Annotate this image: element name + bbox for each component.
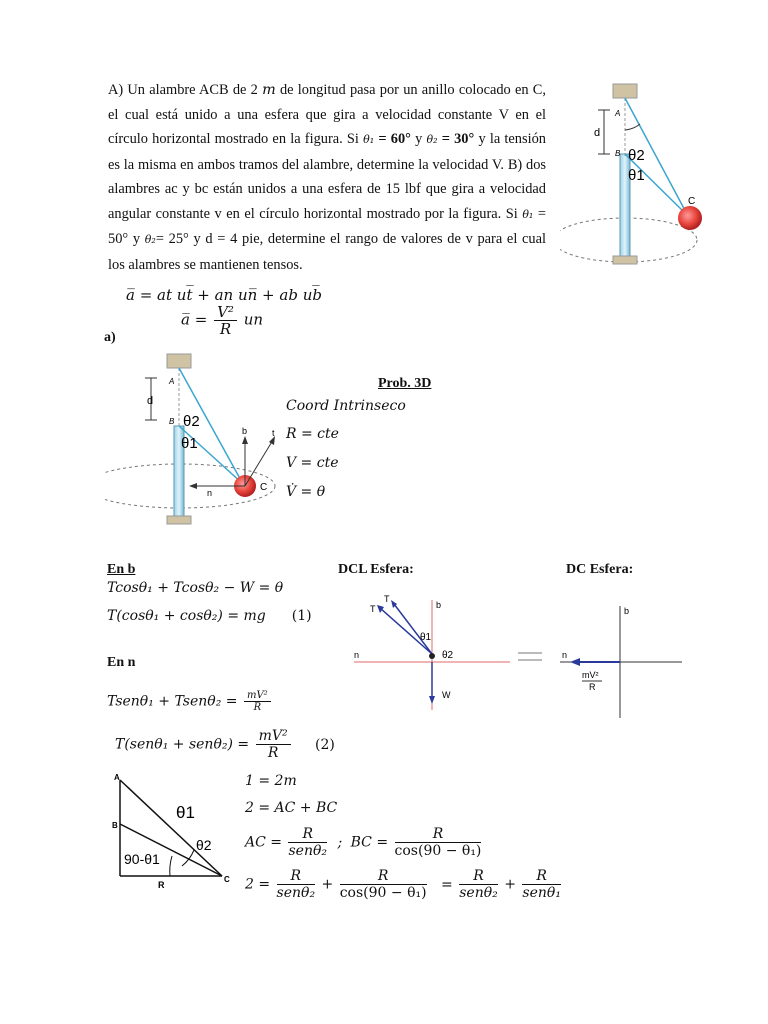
label-theta2: θ2 [628, 147, 645, 164]
label-b-mid: b [242, 426, 248, 436]
f4-num: R [522, 868, 561, 885]
label-n-mid: n [207, 488, 213, 498]
accel-lhs: a̅ = [181, 310, 208, 329]
statement-text-4: = 25° y d = 4 pie, determine el rango de valores de v para el cual los alambres se mantienen tensos. [108, 231, 546, 273]
base-block [613, 256, 637, 264]
bc-den: cos(90 − θ₁) [394, 843, 482, 859]
heading-dcl: DCL Esfera: [338, 562, 414, 577]
label-B-tri: B [112, 821, 118, 830]
eq-n2-den: R [267, 745, 279, 761]
ac-den: senθ₂ [288, 843, 327, 859]
value-30: = 30° [437, 131, 475, 147]
f3-num: R [459, 868, 498, 885]
base-block-mid [167, 516, 191, 524]
equals-sign [516, 650, 544, 664]
geo-l2: 2 = AC + BC [245, 800, 338, 816]
geo-l1: 1 = 2m [245, 773, 297, 789]
label-b-dcl: b [436, 600, 442, 610]
label-theta2-dcl: θ2 [442, 650, 454, 661]
equals: = [441, 876, 453, 893]
dcl-diagram [350, 592, 510, 717]
geo-final [245, 868, 563, 901]
eq-n1-den: R [253, 702, 262, 713]
theta1-symbol: θ₁ [363, 133, 375, 146]
label-A-tri: A [114, 773, 120, 782]
label-W: W [442, 690, 451, 700]
separator: ; [337, 834, 343, 851]
label-theta1-tri: θ1 [176, 803, 195, 822]
ac-lhs: AC = [245, 834, 283, 851]
statement-text-1: A) Un alambre ACB de 2 [108, 82, 263, 98]
plus-2: + [504, 876, 516, 893]
label-90-theta1: 90-θ1 [124, 851, 160, 867]
accel-rhs: un [243, 310, 264, 329]
accel-num: V² [214, 304, 237, 321]
label-C-mid: C [260, 482, 268, 493]
eq-tag-2: (2) [315, 736, 335, 753]
plus-1: + [321, 876, 334, 893]
statement-text-3: y la tensión es la misma en ambos tramos del alambre, determine la velocidad V. B) dos alambres ac y bc están unidos a una esfera de 15 lbf que gira a velocidad angular constante v en el círculo horizontal mostrado por la figura. Si [108, 131, 546, 222]
accel-eq-2 [181, 304, 263, 337]
heading-en-b: En b [107, 562, 136, 577]
label-theta1-dcl: θ1 [420, 632, 432, 643]
label-R-dc: R [589, 682, 596, 692]
heading-en-n: En n [107, 655, 136, 670]
eq-n2 [115, 728, 335, 761]
label-R-tri: R [158, 880, 165, 890]
label-A-mid: A [169, 377, 175, 386]
theta2b-symbol: θ₂ [144, 233, 156, 246]
top-block [613, 84, 637, 98]
label-n-dc: n [562, 650, 568, 660]
f1-num: R [277, 868, 316, 885]
vdot-line: V̇ = θ [286, 484, 326, 500]
theta2-symbol: θ₂ [426, 133, 438, 146]
accel-eq-1: a̅ = at ut̅ + an un̅ + ab ub̅ [126, 286, 322, 304]
final-lhs: 2 = [245, 876, 271, 893]
triangle-diagram [112, 772, 242, 890]
bc-lhs: BC = [350, 834, 389, 851]
label-A: A [615, 109, 621, 118]
heading-dc: DC Esfera: [566, 562, 634, 577]
ac-num: R [288, 826, 327, 843]
eq-b2-text: T(cosθ₁ + cosθ₂) = mg [107, 608, 266, 624]
f2-den: cos(90 − θ₁) [339, 885, 427, 901]
label-mv2: mV² [582, 670, 599, 680]
label-theta1-mid: θ1 [181, 435, 198, 452]
accel-den: R [219, 320, 232, 338]
label-B-mid: B [169, 417, 175, 426]
part-a-label: a) [104, 330, 116, 345]
eq-b1: Tcosθ₁ + Tcosθ₂ − W = θ [107, 580, 284, 596]
label-theta2-mid: θ2 [183, 413, 200, 430]
label-t-mid: t [272, 428, 275, 438]
var-m: m [262, 82, 276, 98]
eq-n1-lhs: Tsenθ₁ + Tsenθ₂ = [107, 693, 238, 710]
label-B: B [615, 149, 621, 158]
f4-den: senθ₁ [522, 885, 561, 901]
v-cte: V = cte [286, 455, 339, 471]
value-60: = 60° [374, 131, 411, 147]
geo-ac-bc [245, 826, 483, 859]
eq-n1 [107, 690, 273, 713]
conj-y: y [410, 131, 427, 147]
eq-n1-num: mV² [244, 690, 271, 702]
r-cte: R = cte [286, 426, 339, 442]
label-T: T [370, 604, 376, 614]
problem-statement [108, 78, 546, 277]
eq-b2 [107, 608, 312, 624]
label-n-dcl: n [354, 650, 360, 660]
label-d-mid: d [147, 395, 154, 407]
top-block-mid [167, 354, 191, 368]
pendulum-figure-top [560, 78, 720, 268]
label-T-2: T [384, 594, 390, 604]
prob-title: Prob. 3D [378, 376, 432, 391]
eq-n2-lhs: T(senθ₁ + senθ₂) = [115, 736, 250, 753]
label-b-dc: b [624, 606, 630, 616]
f2-num: R [340, 868, 427, 885]
value-50: = 50° y [108, 205, 546, 247]
label-d: d [594, 127, 601, 139]
eq-n2-num: mV² [256, 728, 291, 745]
dc-diagram [556, 600, 686, 720]
coord-line: Coord Intrinseco [286, 398, 406, 414]
bc-num: R [395, 826, 482, 843]
eq-tag-1: (1) [291, 608, 312, 624]
statement-text-2: de longitud pasa por un anillo colocado en C, el cual está unido a una esfera que gira a velocidad constante V en el círculo horizontal mostrado en la figura. Si [108, 82, 546, 147]
sphere [678, 206, 702, 230]
label-theta2-tri: θ2 [196, 837, 212, 853]
f1-den: senθ₂ [276, 885, 316, 901]
theta1b-symbol: θ₁ [522, 207, 534, 221]
label-C: C [688, 196, 696, 207]
label-theta1: θ1 [628, 167, 645, 184]
f3-den: senθ₂ [459, 885, 498, 901]
label-C-tri: C [224, 875, 230, 884]
